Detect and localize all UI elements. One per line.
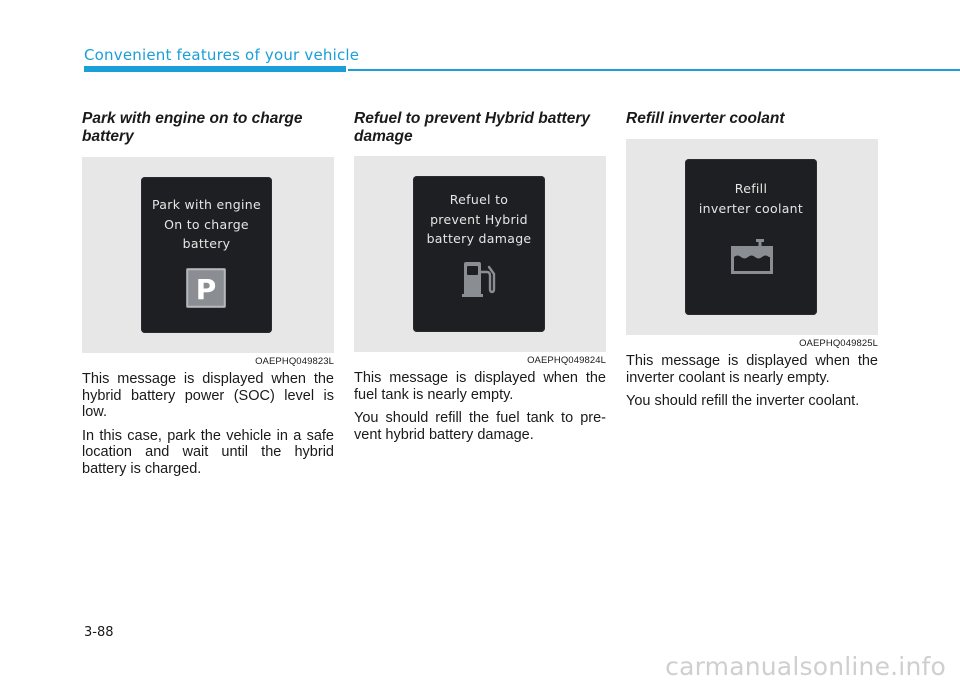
display-line: prevent Hybrid [430, 211, 528, 227]
display-line: battery damage [426, 231, 532, 246]
figure-cluster-message [626, 139, 878, 335]
display-line: inverter coolant [698, 200, 804, 216]
park-p-icon [186, 268, 226, 308]
display-line: battery [182, 236, 231, 251]
display-line: Refill [734, 181, 768, 196]
fuel-pump-icon [462, 258, 498, 300]
display-line: Refuel to [449, 192, 509, 207]
body-paragraph: In this case, park the vehicle in a safe location and wait until the hybrid battery is charged. [82, 427, 334, 477]
display-message [685, 179, 817, 218]
watermark: carmanualsonline.info [665, 652, 946, 681]
section-refuel [354, 110, 606, 450]
section-park-charge [82, 110, 334, 484]
figure-cluster-message [354, 156, 606, 352]
section-heading: Refuel to prevent Hybrid battery damage [354, 110, 590, 145]
body-paragraph: This message is displayed when the inverter coolant is nearly empty. [626, 353, 878, 386]
section-inverter-coolant [626, 110, 878, 417]
figure-cluster-message [82, 157, 334, 353]
cluster-display [685, 159, 817, 315]
body-paragraph: This message is displayed when the fuel tank is nearly empty. [354, 370, 606, 403]
page-number: 3-88 [84, 625, 114, 640]
header-accent-bar [84, 66, 346, 72]
cluster-display [141, 177, 272, 333]
figure-code: OAEPHQ049824L [527, 355, 606, 366]
body-paragraph: You should refill the fuel tank to pre-vent hybrid battery damage. [354, 410, 606, 443]
display-line: On to charge [164, 216, 249, 232]
cluster-display [413, 176, 545, 332]
figure-code: OAEPHQ049823L [255, 356, 334, 367]
coolant-reservoir-icon [729, 237, 775, 277]
section-header: Convenient features of your vehicle [84, 46, 360, 64]
display-line: Park with engine [152, 197, 261, 212]
display-message [413, 190, 545, 249]
svg-text:P: P [195, 273, 217, 306]
body-paragraph: You should refill the inverter coolant. [626, 393, 860, 409]
figure-code: OAEPHQ049825L [799, 338, 878, 349]
display-message [141, 195, 272, 254]
body-paragraph: This message is displayed when the hybrid battery power (SOC) level is low. [82, 371, 334, 420]
section-heading: Refill inverter coolant [626, 110, 785, 127]
section-heading: Park with engine on to charge battery [82, 110, 303, 145]
header-rule [348, 69, 960, 71]
